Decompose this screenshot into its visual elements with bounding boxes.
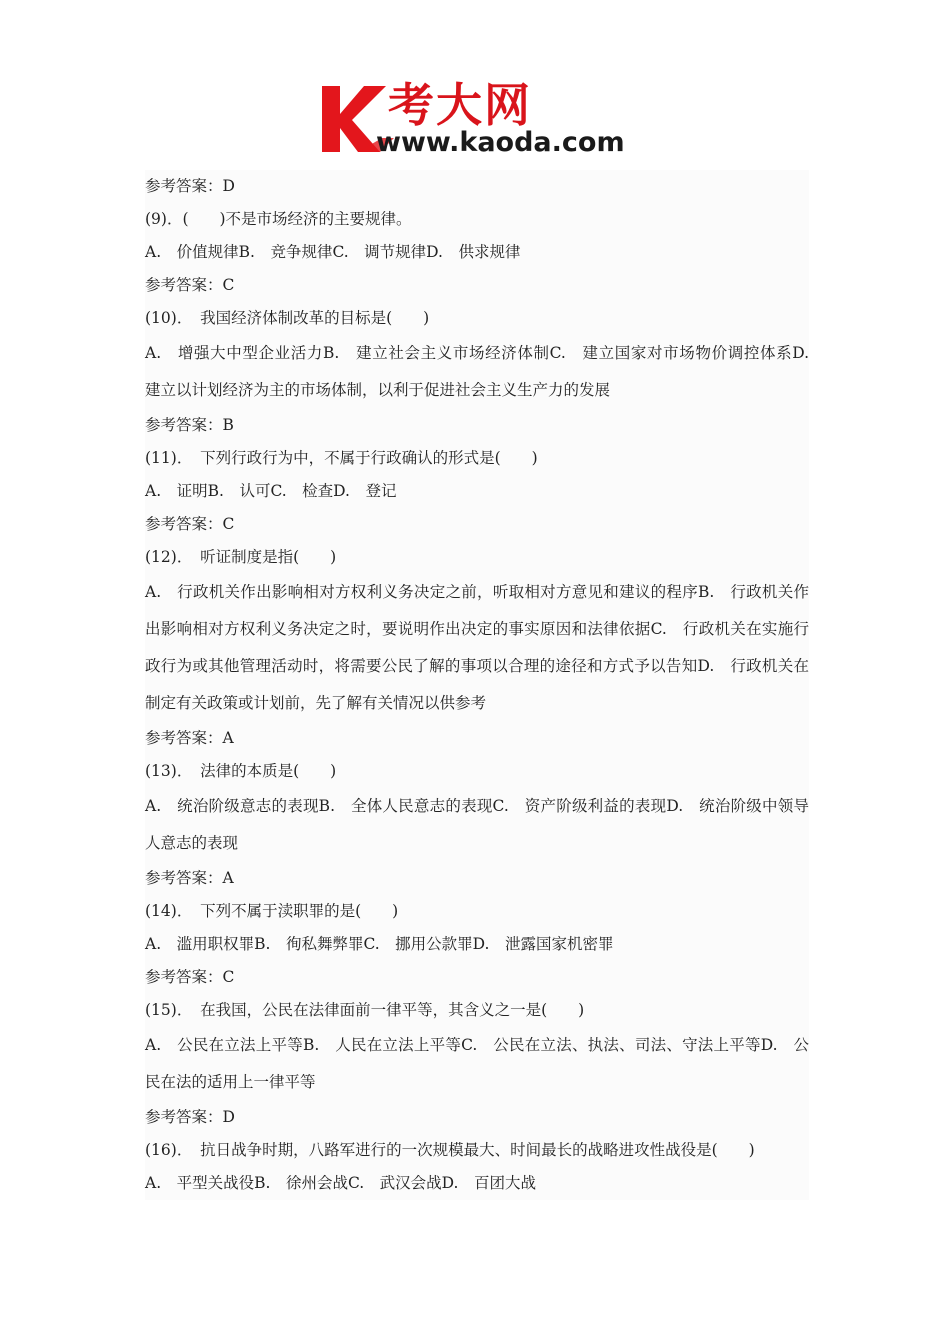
question-line: (10)． 我国经济体制改革的目标是( ): [145, 302, 809, 335]
answer-line: 参考答案：D: [145, 1101, 809, 1134]
answer-line: 参考答案：C: [145, 508, 809, 541]
question-line: (16)． 抗日战争时期，八路军进行的一次规模最大、时间最长的战略进攻性战役是( ): [145, 1134, 809, 1167]
question-line: (11)． 下列行政行为中，不属于行政确认的形式是( ): [145, 442, 809, 475]
question-line: (15)． 在我国，公民在法律面前一律平等，其含义之一是( ): [145, 994, 809, 1027]
question-line: (12)． 听证制度是指( ): [145, 541, 809, 574]
answer-line: 参考答案：D: [145, 170, 809, 203]
answer-line: 参考答案：C: [145, 269, 809, 302]
answer-line: 参考答案：C: [145, 961, 809, 994]
answer-line: 参考答案：A: [145, 722, 809, 755]
question-line: (14)． 下列不属于渎职罪的是( ): [145, 895, 809, 928]
options-paragraph: A. 公民在立法上平等B. 人民在立法上平等C. 公民在立法、执法、司法、守法上平等D. 公民在法的适用上一律平等: [145, 1027, 809, 1101]
logo-brand-text: 考大网: [388, 78, 532, 132]
options-line: A. 平型关战役B. 徐州会战C. 武汉会战D. 百团大战: [145, 1167, 809, 1200]
logo-url-text: www.kaoda.com: [376, 127, 625, 158]
exam-content: [145, 170, 825, 1200]
question-line: (13)． 法律的本质是( ): [145, 755, 809, 788]
kaoda-logo: [318, 80, 638, 160]
options-paragraph: A. 行政机关作出影响相对方权利义务决定之前，听取相对方意见和建议的程序B. 行政机关作出影响相对方权利义务决定之时，要说明作出决定的事实原因和法律依据C. 行政机关在实施行政行为或其他管理活动时，将需要公民了解的事项以合理的途径和方式予以告知D. 行政机关在制定有关政策或计划前，先了解有关情况以供参考: [145, 574, 809, 722]
options-line: A. 价值规律B. 竞争规律C. 调节规律D. 供求规律: [145, 236, 809, 269]
question-line: (9)．( )不是市场经济的主要规律。: [145, 203, 809, 236]
answer-line: 参考答案：B: [145, 409, 809, 442]
options-paragraph: A. 统治阶级意志的表现B. 全体人民意志的表现C. 资产阶级利益的表现D. 统治阶级中领导人意志的表现: [145, 788, 809, 862]
options-line: A. 滥用职权罪B. 徇私舞弊罪C. 挪用公款罪D. 泄露国家机密罪: [145, 928, 809, 961]
options-line: A. 证明B. 认可C. 检查D. 登记: [145, 475, 809, 508]
answer-line: 参考答案：A: [145, 862, 809, 895]
options-paragraph: A. 增强大中型企业活力B. 建立社会主义市场经济体制C. 建立国家对市场物价调控体系D. 建立以计划经济为主的市场体制，以利于促进社会主义生产力的发展: [145, 335, 809, 409]
